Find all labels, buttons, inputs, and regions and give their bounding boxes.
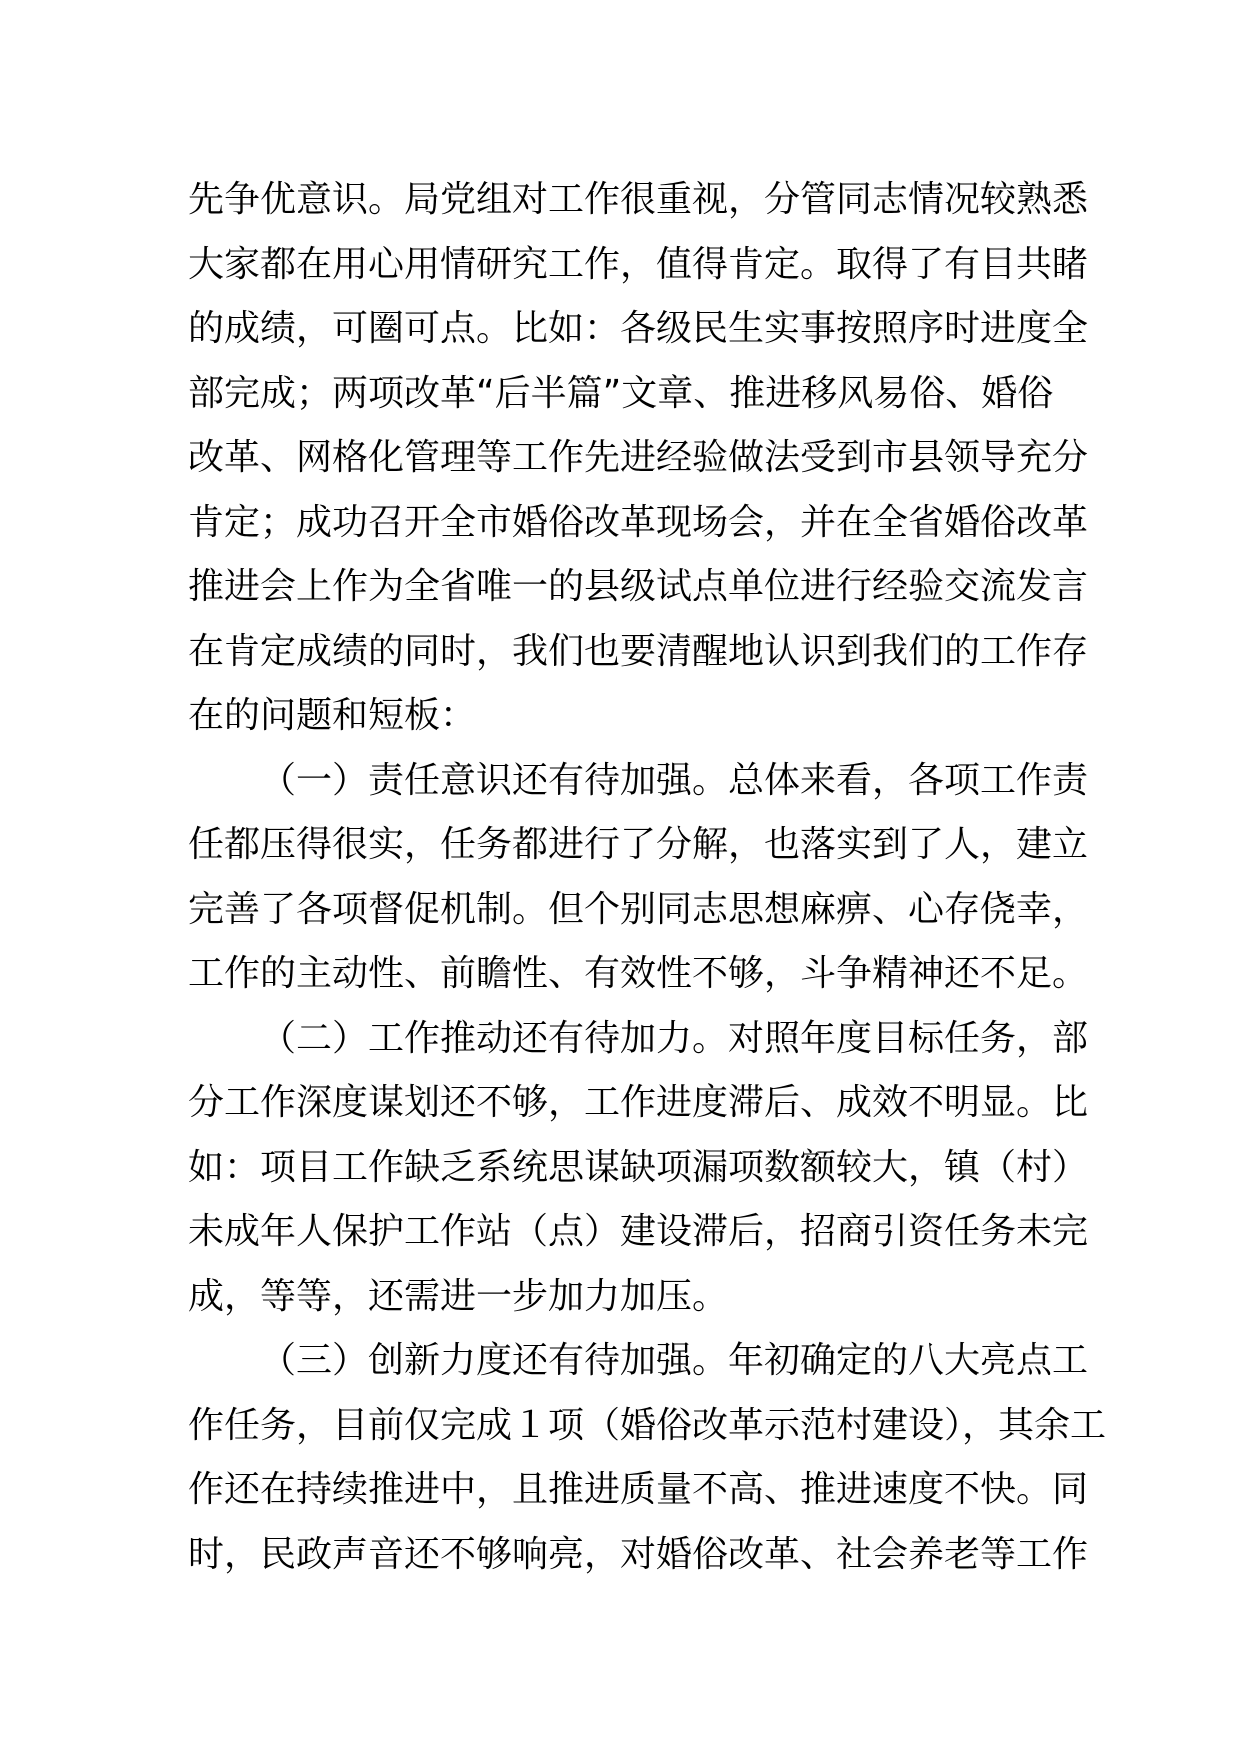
text-line: 成，等等，还需进一步加力加压。: [188, 1275, 729, 1317]
text-line: 肯定；成功召开全市婚俗改革现场会，并在全省婚俗改革: [188, 501, 1089, 543]
text-line: 部完成；两项改革“后半篇”文章、推进移风易俗、婚俗: [188, 372, 1054, 414]
text-line: 大家都在用心用情研究工作，值得肯定。取得了有目共睹: [188, 243, 1089, 285]
text-line: 分工作深度谋划还不够，工作进度滞后、成效不明显。比: [188, 1082, 1089, 1123]
text-line: 完善了各项督促机制。但个别同志思想麻痹、心存侥幸，: [188, 888, 1089, 930]
text-line: 推进会上作为全省唯一的县级试点单位进行经验交流发言: [188, 566, 1089, 607]
text-line: 工作的主动性、前瞻性、有效性不够，斗争精神还不足。: [188, 953, 1089, 994]
text-line: 作任务，目前仅完成１项（婚俗改革示范村建设），其余工: [188, 1404, 1107, 1446]
document-body: [188, 168, 1107, 1587]
text-line: 的成绩，可圈可点。比如：各级民生实事按照序时进度全: [188, 308, 1089, 349]
text-line: 在肯定成绩的同时，我们也要清醒地认识到我们的工作存: [188, 630, 1089, 672]
text-line: 如：项目工作缺乏系统思谋缺项漏项数额较大，镇（村）: [188, 1146, 1089, 1188]
text-line: 任都压得很实，任务都进行了分解，也落实到了人，建立: [188, 824, 1089, 865]
section-heading-line: （二）工作推动还有待加力。对照年度目标任务，部: [260, 1017, 1089, 1059]
section-heading-line: （一）责任意识还有待加强。总体来看，各项工作责: [260, 759, 1089, 801]
text-line: 先争优意识。局党组对工作很重视，分管同志情况较熟悉: [188, 179, 1089, 220]
text-line: 未成年人保护工作站（点）建设滞后，招商引资任务未完: [188, 1211, 1089, 1252]
text-line: 作还在持续推进中，且推进质量不高、推进速度不快。同: [188, 1469, 1089, 1510]
text-line: 在的问题和短板：: [188, 695, 477, 736]
text-line: 改革、网格化管理等工作先进经验做法受到市县领导充分: [188, 437, 1089, 478]
text-line: 时，民政声音还不够响亮，对婚俗改革、社会养老等工作: [188, 1533, 1089, 1575]
section-heading-line: （三）创新力度还有待加强。年初确定的八大亮点工: [260, 1340, 1089, 1381]
